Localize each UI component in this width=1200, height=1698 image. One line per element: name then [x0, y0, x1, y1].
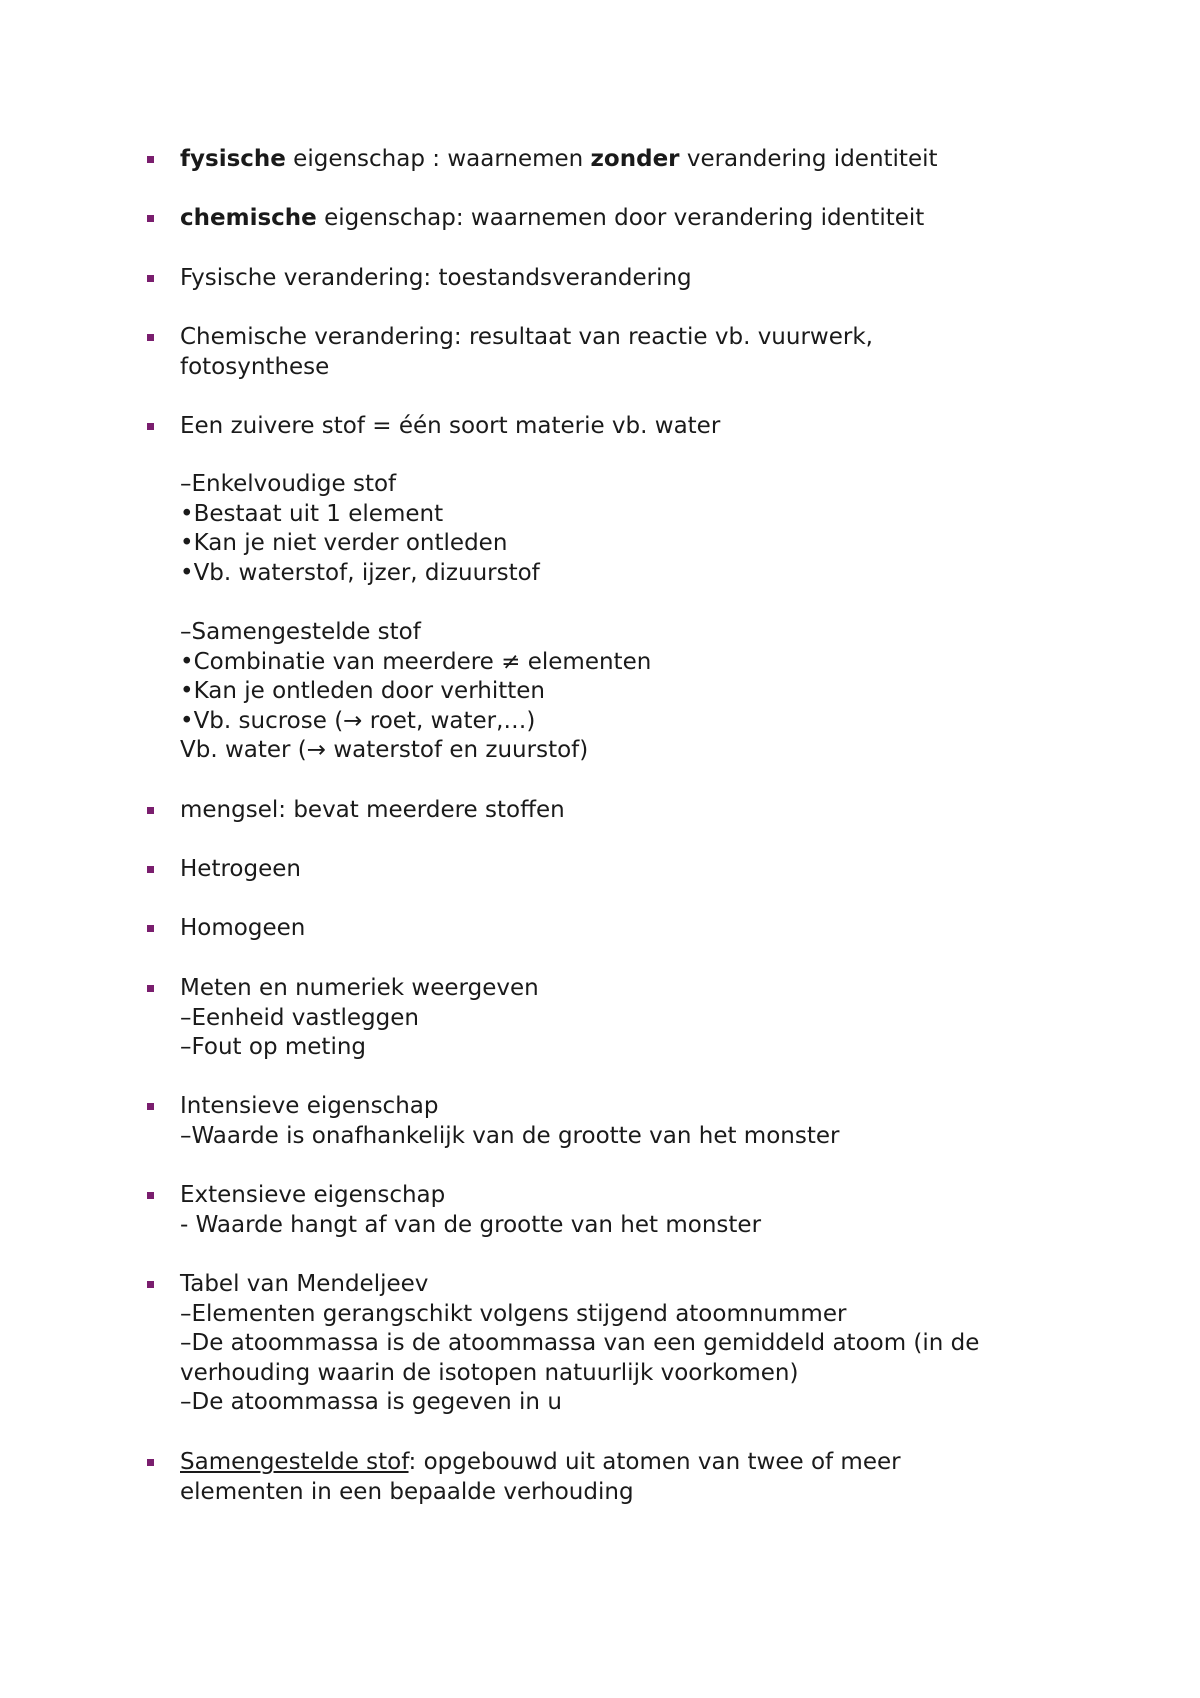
list-item-homogeen	[180, 914, 1060, 944]
list-item-chemische-verandering	[180, 323, 1060, 382]
item-line: Extensieve eigenschap	[180, 1182, 446, 1208]
list-item-tabel-mendeljeev	[180, 1270, 1060, 1418]
item-line: - Waarde hangt af van de grootte van het monster	[180, 1211, 762, 1238]
list-item-samengestelde-stof-definitie	[180, 1448, 1060, 1507]
square-bullet-icon	[147, 925, 154, 932]
item-line: –Waarde is onafhankelijk van de grootte van het monster	[180, 1122, 840, 1149]
text-part: eigenschap: waarnemen door verandering identiteit	[316, 205, 925, 231]
item-text: Een zuivere stof = één soort materie vb. water	[180, 413, 721, 439]
list-item-mengsel	[180, 796, 1060, 826]
sub-line: •Vb. sucrose (→ roet, water,…)	[180, 707, 536, 734]
sub-line: •Bestaat uit 1 element	[180, 500, 444, 527]
list-item-zuivere-stof	[180, 412, 1060, 442]
square-bullet-icon	[147, 334, 154, 341]
item-line: Chemische verandering: resultaat van reactie vb. vuurwerk,	[180, 324, 873, 350]
sub-line: •Combinatie van meerdere ≠ elementen	[180, 648, 652, 675]
list-item-intensieve-eigenschap	[180, 1092, 1060, 1151]
sub-block-enkelvoudige-stof	[180, 470, 1060, 588]
item-text	[180, 204, 1060, 234]
item-text: Hetrogeen	[180, 856, 301, 882]
item-text: Homogeen	[180, 915, 306, 941]
square-bullet-icon	[147, 156, 154, 163]
item-line: Tabel van Mendeljeev	[180, 1271, 429, 1297]
list-item-extensieve-eigenschap	[180, 1181, 1060, 1240]
term-chemische: chemische	[180, 205, 317, 231]
square-bullet-icon	[147, 275, 154, 282]
list-item-fysische-eigenschap	[180, 145, 1060, 175]
item-line: verhouding waarin de isotopen natuurlijk voorkomen)	[180, 1359, 799, 1386]
item-text: Fysische verandering: toestandsverandering	[180, 265, 692, 291]
square-bullet-icon	[147, 1281, 154, 1288]
square-bullet-icon	[147, 423, 154, 430]
item-line: –Elementen gerangschikt volgens stijgend atoomnummer	[180, 1300, 847, 1327]
item-line: Meten en numeriek weergeven	[180, 975, 539, 1001]
sub-line: –Samengestelde stof	[180, 619, 421, 645]
sub-block-samengestelde-stof	[180, 618, 1060, 766]
square-bullet-icon	[147, 985, 154, 992]
list-item-meten	[180, 974, 1060, 1063]
sub-line: •Kan je ontleden door verhitten	[180, 678, 545, 704]
list-item-hetrogeen	[180, 855, 1060, 885]
item-line: elementen in een bepaalde verhouding	[180, 1478, 634, 1505]
square-bullet-icon	[147, 807, 154, 814]
item-line	[180, 1448, 1060, 1478]
item-line: –De atoommassa is de atoommassa van een gemiddeld atoom (in de	[180, 1330, 980, 1356]
term-fysische: fysische	[180, 146, 286, 172]
term-samengestelde-stof: Samengestelde stof	[180, 1449, 409, 1475]
emphasis-zonder: zonder	[590, 146, 680, 172]
sub-line: –Enkelvoudige stof	[180, 471, 397, 497]
item-line: –Fout op meting	[180, 1034, 367, 1060]
item-text: mengsel: bevat meerdere stoffen	[180, 797, 565, 823]
sub-line: Vb. water (→ waterstof en zuurstof)	[180, 737, 589, 763]
item-line: –De atoommassa is gegeven in u	[180, 1389, 562, 1415]
item-text	[180, 145, 1060, 175]
list-item-fysische-verandering	[180, 264, 1060, 294]
square-bullet-icon	[147, 1103, 154, 1110]
item-line: –Eenheid vastleggen	[180, 1004, 419, 1031]
item-line: Intensieve eigenschap	[180, 1093, 439, 1119]
text-part: eigenschap : waarnemen	[285, 146, 591, 172]
sub-line: •Vb. waterstof, ijzer, dizuurstof	[180, 559, 540, 586]
text-part: verandering identiteit	[679, 146, 938, 172]
square-bullet-icon	[147, 1192, 154, 1199]
sub-line: •Kan je niet verder ontleden	[180, 530, 508, 556]
text-part: : opgebouwd uit atomen van twee of meer	[408, 1449, 901, 1475]
item-line: fotosynthese	[180, 353, 330, 380]
square-bullet-icon	[147, 1459, 154, 1466]
square-bullet-icon	[147, 866, 154, 873]
list-item-chemische-eigenschap	[180, 204, 1060, 234]
square-bullet-icon	[147, 215, 154, 222]
